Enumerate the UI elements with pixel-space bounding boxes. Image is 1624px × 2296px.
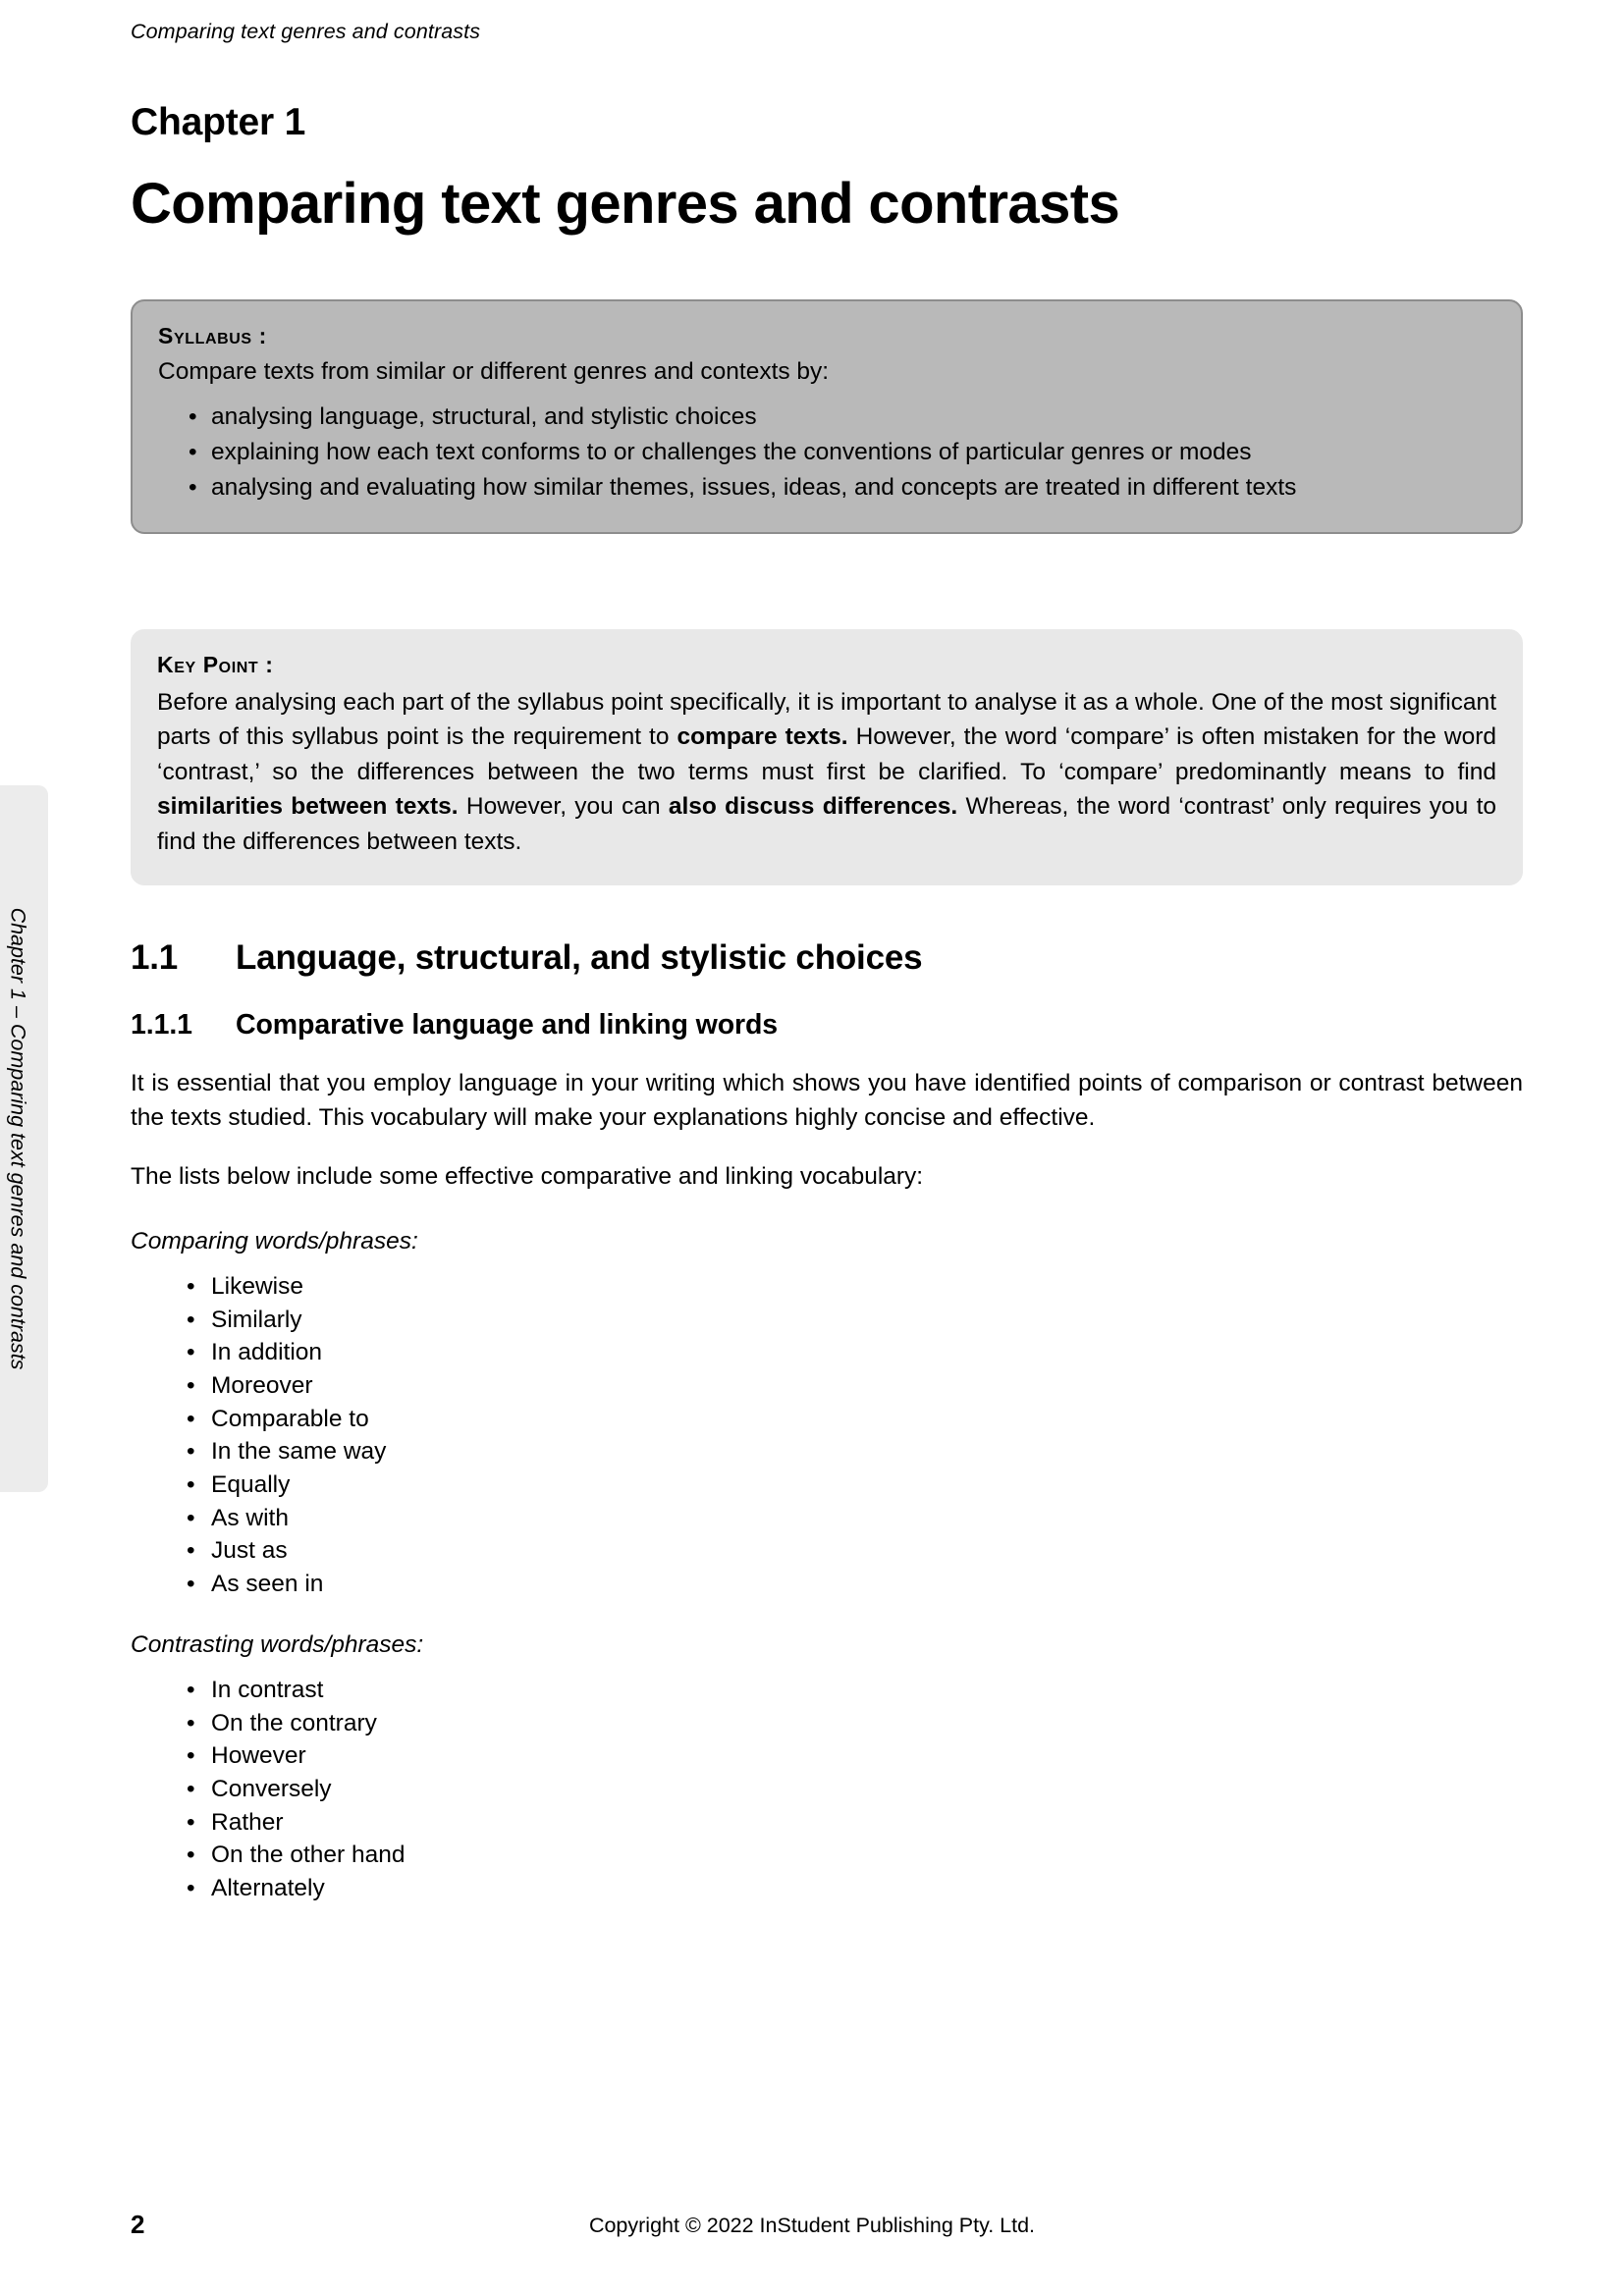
list-item: • Comparable to xyxy=(131,1406,1523,1433)
list-item: • As with xyxy=(131,1505,1523,1532)
key-point-callout xyxy=(131,629,1523,886)
syllabus-bullet-list xyxy=(158,400,1495,505)
contrasting-words-list xyxy=(131,1677,1523,1902)
chapter-number: Chapter 1 xyxy=(131,101,306,143)
syllabus-callout xyxy=(131,299,1523,534)
contrasting-list-caption: Contrasting words/phrases: xyxy=(131,1630,424,1658)
running-header: Comparing text genres and contrasts xyxy=(131,20,481,43)
list-item: • On the other hand xyxy=(131,1842,1523,1869)
body-paragraph-1: It is essential that you employ language in your writing which shows you have identified points of comparison or contrast between the texts studied. This vocabulary will make your explanations highly concise and effective. xyxy=(131,1070,1523,1131)
list-item: • Rather xyxy=(131,1809,1523,1837)
list-item: • Equally xyxy=(131,1471,1523,1499)
list-item: • Conversely xyxy=(131,1776,1523,1803)
list-item: • Just as xyxy=(131,1537,1523,1565)
section-number: 1.1 xyxy=(131,938,179,978)
comparing-list-caption: Comparing words/phrases: xyxy=(131,1227,418,1255)
syllabus-lead-text: Compare texts from similar or different genres and contexts by: xyxy=(158,357,830,385)
list-item: • Moreover xyxy=(131,1372,1523,1400)
subsection-title: Comparative language and linking words xyxy=(236,1009,779,1041)
comparing-words-list xyxy=(131,1273,1523,1598)
chapter-side-tab xyxy=(0,785,48,1492)
page-content xyxy=(131,0,1523,1908)
list-item: • On the contrary xyxy=(131,1710,1523,1737)
list-item: • In addition xyxy=(131,1339,1523,1366)
list-item: • Likewise xyxy=(131,1273,1523,1301)
list-item: • In contrast xyxy=(131,1677,1523,1704)
subsection-number: 1.1.1 xyxy=(131,1009,192,1041)
key-point-body: Before analysing each part of the syllabus point specifically, it is important to analyse it as a whole. One of the most significant parts of this syllabus point is the requirement to compare texts. However, the word ‘compare’ is often mistaken for the word ‘contrast,’ so the differences between the two terms must first be clarified. To ‘compare’ predominantly means to find similarities between texts. However, you can also discuss differences. Whereas, the word ‘contrast’ only requires you to find the differences between texts. xyxy=(157,688,1497,855)
list-item: • However xyxy=(131,1742,1523,1770)
list-item: • As seen in xyxy=(131,1571,1523,1598)
list-item: • analysing language, structural, and stylistic choices xyxy=(158,400,1495,435)
chapter-side-tab-label: Chapter 1 – Comparing text genres and contrasts xyxy=(6,907,30,1370)
list-item: • analysing and evaluating how similar themes, issues, ideas, and concepts are treated in different texts xyxy=(158,471,1495,506)
list-item: • In the same way xyxy=(131,1438,1523,1466)
list-item: • explaining how each text conforms to or challenges the conventions of particular genres or modes xyxy=(158,436,1495,470)
page-number: 2 xyxy=(131,2210,145,2239)
section-heading-1-1 xyxy=(131,938,1523,978)
syllabus-label: Syllabus : xyxy=(158,322,267,348)
body-paragraph-2: The lists below include some effective comparative and linking vocabulary: xyxy=(131,1163,924,1191)
section-heading-1-1-1 xyxy=(131,1009,1523,1041)
section-title: Language, structural, and stylistic choices xyxy=(236,938,923,978)
list-item: • Alternately xyxy=(131,1875,1523,1902)
copyright-notice: Copyright © 2022 InStudent Publishing Pty. Ltd. xyxy=(588,2214,1036,2237)
list-item: • Similarly xyxy=(131,1307,1523,1334)
key-point-label: Key Point : xyxy=(157,651,274,677)
page-title: Comparing text genres and contrasts xyxy=(131,172,1120,236)
